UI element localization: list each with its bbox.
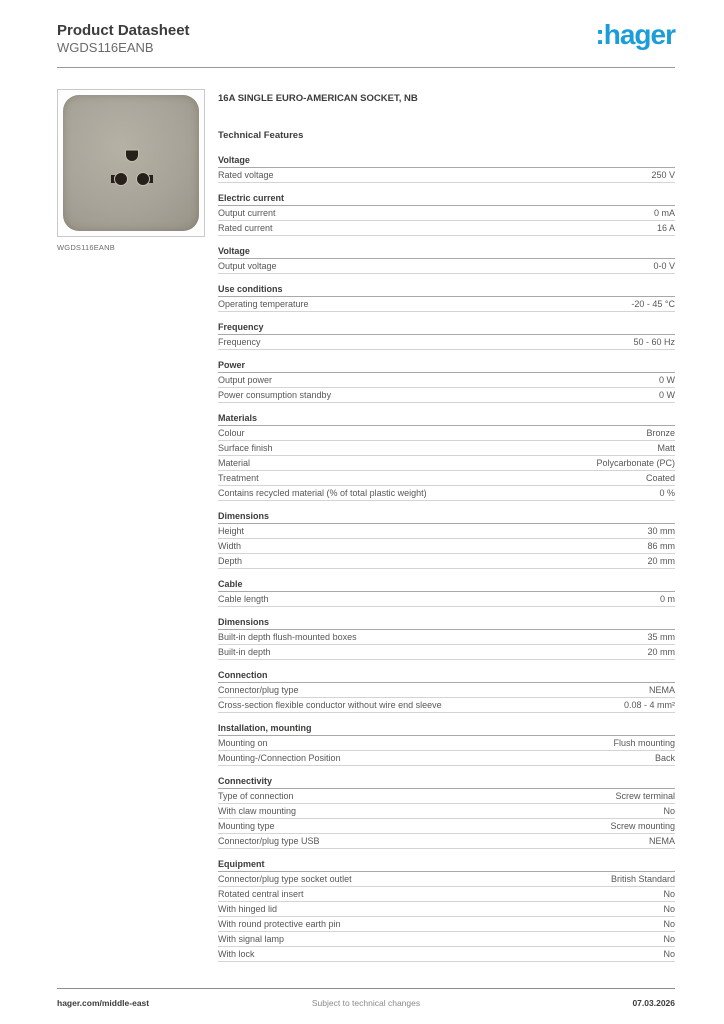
spec-row [218, 592, 675, 607]
spec-row [218, 804, 675, 819]
spec-row [218, 902, 675, 917]
spec-value: Screw mounting [610, 821, 675, 831]
spec-label: Rotated central insert [218, 889, 304, 899]
spec-label: Mounting type [218, 821, 275, 831]
spec-section [218, 616, 675, 660]
hager-logo: :hager [595, 19, 675, 50]
spec-value: Matt [657, 443, 675, 453]
spec-section-title: Power [218, 359, 675, 373]
spec-label: Output voltage [218, 261, 277, 271]
page-title: Product Datasheet [57, 22, 190, 39]
spec-value: 0.08 - 4 mm² [623, 700, 675, 710]
spec-label: Connector/plug type socket outlet [218, 874, 352, 884]
spec-label: Colour [218, 428, 245, 438]
spec-section-title: Connection [218, 669, 675, 683]
spec-section [218, 359, 675, 403]
footer-disclaimer: Subject to technical changes [311, 998, 421, 1008]
spec-section-title: Voltage [218, 245, 675, 259]
spec-row [218, 168, 675, 183]
spec-value: British Standard [610, 874, 675, 884]
spec-row [218, 932, 675, 947]
spec-section-title: Cable [218, 578, 675, 592]
spec-row [218, 698, 675, 713]
spec-row [218, 736, 675, 751]
spec-row [218, 554, 675, 569]
spec-label: Built-in depth [218, 647, 271, 657]
spec-label: Surface finish [218, 443, 273, 453]
spec-value: -20 - 45 °C [631, 299, 675, 309]
spec-section-title: Materials [218, 412, 675, 426]
spec-row [218, 426, 675, 441]
spec-label: Type of connection [218, 791, 294, 801]
spec-label: Connector/plug type USB [218, 836, 320, 846]
spec-label: With signal lamp [218, 934, 285, 944]
spec-row [218, 486, 675, 501]
spec-value: 35 mm [647, 632, 675, 642]
spec-column [218, 89, 675, 971]
spec-value: 86 mm [647, 541, 675, 551]
spec-label: Built-in depth flush-mounted boxes [218, 632, 357, 642]
spec-value: 0 m [659, 594, 675, 604]
spec-value: 20 mm [647, 647, 675, 657]
spec-value: Coated [645, 473, 675, 483]
spec-value: 250 V [651, 170, 675, 180]
spec-label: Height [218, 526, 245, 536]
spec-value: 0 W [658, 375, 675, 385]
spec-value: Bronze [646, 428, 675, 438]
spec-row [218, 373, 675, 388]
spec-label: Mounting on [218, 738, 268, 748]
spec-section [218, 578, 675, 607]
spec-label: With round protective earth pin [218, 919, 341, 929]
spec-row [218, 630, 675, 645]
spec-row [218, 887, 675, 902]
main-content [57, 89, 675, 971]
spec-row [218, 834, 675, 849]
spec-section-title: Dimensions [218, 616, 675, 630]
spec-row [218, 388, 675, 403]
product-title: 16A SINGLE EURO-AMERICAN SOCKET, NB [218, 93, 418, 104]
spec-section-title: Use conditions [218, 283, 675, 297]
spec-value: 0 mA [653, 208, 675, 218]
spec-label: Power consumption standby [218, 390, 332, 400]
spec-value: 20 mm [647, 556, 675, 566]
spec-value: No [663, 949, 675, 959]
technical-features-heading: Technical Features [218, 130, 304, 141]
spec-label: Width [218, 541, 242, 551]
product-image-frame [57, 89, 205, 237]
spec-value: No [663, 806, 675, 816]
spec-value: No [663, 919, 675, 929]
spec-row [218, 683, 675, 698]
spec-value: Flush mounting [613, 738, 675, 748]
socket-holes-icon [58, 90, 206, 238]
spec-section [218, 412, 675, 501]
spec-label: Material [218, 458, 251, 468]
spec-label: Operating temperature [218, 299, 309, 309]
spec-row [218, 872, 675, 887]
spec-label: Mounting-/Connection Position [218, 753, 341, 763]
spec-value: 50 - 60 Hz [633, 337, 675, 347]
spec-label: With claw mounting [218, 806, 297, 816]
spec-section-title: Equipment [218, 858, 675, 872]
spec-section [218, 154, 675, 183]
spec-label: Cable length [218, 594, 269, 604]
spec-row [218, 221, 675, 236]
spec-value: 0 W [658, 390, 675, 400]
spec-section [218, 245, 675, 274]
spec-label: With hinged lid [218, 904, 278, 914]
spec-row [218, 456, 675, 471]
spec-label: Rated voltage [218, 170, 274, 180]
spec-value: NEMA [648, 685, 675, 695]
product-reference: WGDS116EANB [57, 40, 154, 55]
spec-label: Output current [218, 208, 276, 218]
spec-label: Cross-section flexible conductor without wire end sleeve [218, 700, 442, 710]
spec-row [218, 645, 675, 660]
footer-website-link[interactable]: hager.com/middle-east [57, 998, 150, 1008]
spec-row [218, 471, 675, 486]
footer-date: 07.03.2026 [632, 998, 675, 1008]
spec-section [218, 192, 675, 236]
spec-label: With lock [218, 949, 255, 959]
spec-sections [218, 154, 675, 962]
spec-value: 16 A [656, 223, 675, 233]
spec-value: Back [654, 753, 675, 763]
spec-label: Connector/plug type [218, 685, 299, 695]
spec-section-title: Voltage [218, 154, 675, 168]
spec-label: Frequency [218, 337, 261, 347]
spec-row [218, 206, 675, 221]
spec-value: No [663, 904, 675, 914]
spec-row [218, 789, 675, 804]
spec-value: NEMA [648, 836, 675, 846]
spec-row [218, 524, 675, 539]
product-image-caption: WGDS116EANB [57, 243, 115, 252]
spec-value: Screw terminal [615, 791, 675, 801]
spec-section [218, 722, 675, 766]
spec-label: Treatment [218, 473, 259, 483]
spec-section-title: Electric current [218, 192, 675, 206]
spec-label: Output power [218, 375, 273, 385]
page-header [57, 19, 675, 68]
spec-row [218, 947, 675, 962]
spec-row [218, 819, 675, 834]
product-image-column [57, 89, 205, 971]
spec-row [218, 441, 675, 456]
spec-row [218, 751, 675, 766]
spec-section [218, 775, 675, 849]
page-footer [57, 988, 675, 1008]
spec-value: No [663, 889, 675, 899]
spec-section-title: Connectivity [218, 775, 675, 789]
spec-value: No [663, 934, 675, 944]
spec-row [218, 539, 675, 554]
spec-row [218, 335, 675, 350]
spec-value: 0-0 V [653, 261, 675, 271]
spec-section [218, 321, 675, 350]
spec-row [218, 917, 675, 932]
spec-value: Polycarbonate (PC) [596, 458, 675, 468]
spec-label: Rated current [218, 223, 273, 233]
spec-section [218, 669, 675, 713]
spec-section [218, 858, 675, 962]
spec-value: 0 % [659, 488, 675, 498]
spec-section [218, 283, 675, 312]
spec-value: 30 mm [647, 526, 675, 536]
header-titles [57, 22, 190, 56]
spec-section-title: Frequency [218, 321, 675, 335]
spec-row [218, 297, 675, 312]
spec-section-title: Installation, mounting [218, 722, 675, 736]
spec-section [218, 510, 675, 569]
spec-row [218, 259, 675, 274]
spec-label: Contains recycled material (% of total plastic weight) [218, 488, 427, 498]
spec-label: Depth [218, 556, 243, 566]
spec-section-title: Dimensions [218, 510, 675, 524]
